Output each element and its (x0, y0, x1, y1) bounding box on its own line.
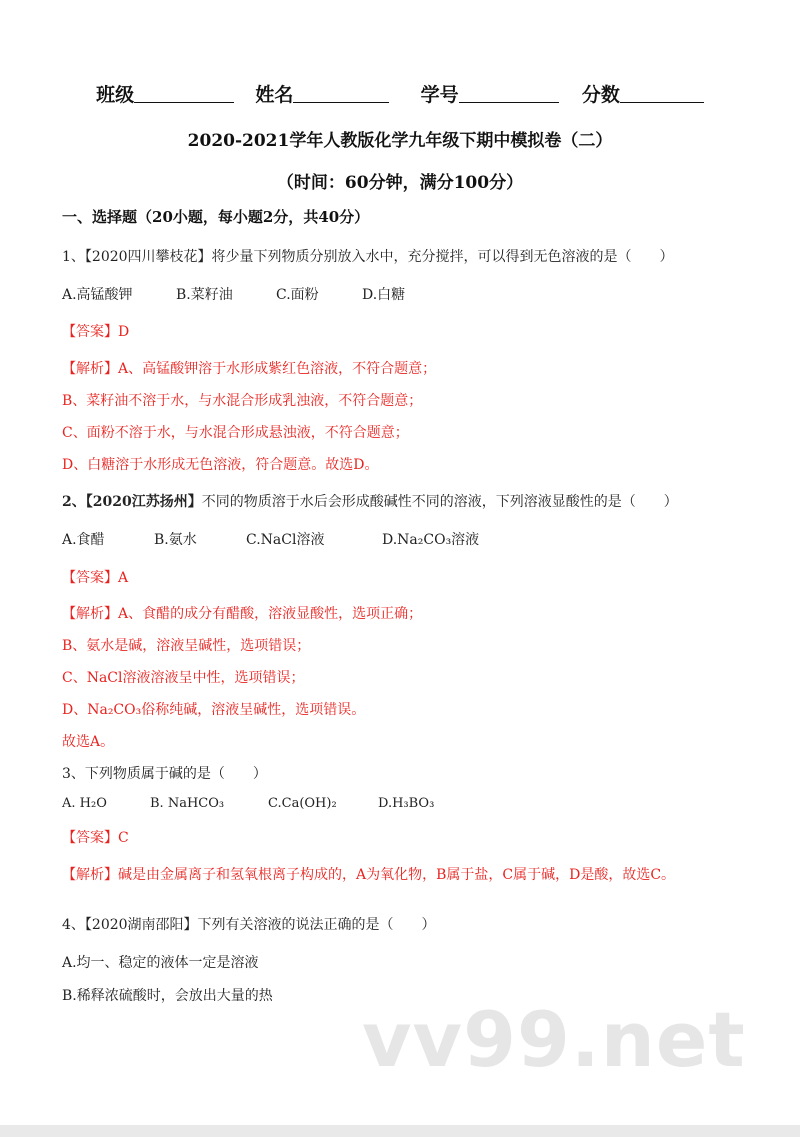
page-bottom-edge (0, 1125, 800, 1137)
section-heading: 一、选择题（20小题，每小题2分，共40分） (62, 208, 370, 226)
q1-option-d[interactable]: D.白糖 (362, 287, 406, 303)
q3-explain: 【解析】碱是由金属离子和氢氧根离子构成的，A为氧化物，B属于盐，C属于碱，D是酸，故选C。 (62, 867, 676, 883)
q4-option-a[interactable]: A.均一、稳定的液体一定是溶液 (62, 955, 259, 971)
q2-explain-line: B、氨水是碱，溶液呈碱性，选项错误； (62, 638, 311, 654)
q1-option-c[interactable]: C.面粉 (276, 287, 319, 303)
q3-option-a[interactable]: A. H₂O (62, 796, 107, 811)
question-2-stem (62, 491, 678, 511)
q2-explain-line: D、Na₂CO₃俗称纯碱，溶液呈碱性，选项错误。 (62, 702, 366, 718)
exam-title: 2020-2021学年人教版化学九年级下期中模拟卷（二） (187, 131, 613, 151)
question-2-options (62, 529, 479, 549)
q2-explain-line: 【解析】A、食醋的成分有醋酸，溶液显酸性，选项正确； (62, 606, 423, 622)
q3-answer: 【答案】C (62, 830, 129, 846)
score-blank[interactable] (620, 84, 704, 103)
q2-source-tag: 2、【2020江苏扬州】 (62, 494, 202, 510)
q2-explain-line: 故选A。 (62, 734, 115, 750)
q2-stem-text: 不同的物质溶于水后会形成酸碱性不同的溶液，下列溶液显酸性的是（ ） (201, 494, 678, 510)
q2-answer: 【答案】A (62, 570, 129, 586)
q1-answer: 【答案】D (62, 324, 130, 340)
q3-option-b[interactable]: B. NaHCO₃ (150, 796, 225, 811)
question-1-stem: 1、【2020四川攀枝花】将少量下列物质分别放入水中，充分搅拌，可以得到无色溶液的是（ ） (62, 249, 674, 265)
q2-option-d[interactable]: D.Na₂CO₃溶液 (382, 532, 480, 548)
name-blank[interactable] (293, 84, 389, 103)
q2-explain-line: C、NaCl溶液溶液呈中性，选项错误； (62, 670, 305, 686)
score-label: 分数 (581, 84, 620, 106)
q4-option-b[interactable]: B.稀释浓硫酸时，会放出大量的热 (62, 988, 273, 1004)
q1-explain-line: D、白糖溶于水形成无色溶液，符合题意。故选D。 (62, 457, 379, 473)
class-blank[interactable] (134, 84, 234, 103)
q2-option-c[interactable]: C.NaCl溶液 (246, 532, 325, 548)
q3-option-d[interactable]: D.H₃BO₃ (378, 796, 435, 811)
question-3-options (62, 796, 434, 811)
question-3-stem: 3、下列物质属于碱的是（ ） (62, 766, 267, 782)
q1-option-b[interactable]: B.菜籽油 (176, 287, 233, 303)
exam-subtitle: （时间：60分钟，满分100分） (276, 173, 524, 193)
q1-option-a[interactable]: A.高锰酸钾 (62, 287, 133, 303)
q3-option-c[interactable]: C.Ca(OH)₂ (268, 796, 337, 811)
q2-option-a[interactable]: A.食醋 (62, 532, 105, 548)
q2-option-b[interactable]: B.氨水 (154, 532, 197, 548)
name-label: 姓名 (255, 84, 294, 106)
watermark: vv99.net (362, 995, 746, 1084)
question-4-stem: 4、【2020湖南邵阳】下列有关溶液的说法正确的是（ ） (62, 917, 436, 933)
student-id-label: 学号 (420, 84, 459, 106)
q1-explain-line: 【解析】A、高锰酸钾溶于水形成紫红色溶液，不符合题意； (62, 361, 437, 377)
student-info-header (0, 80, 800, 107)
class-label: 班级 (96, 84, 135, 106)
question-1-options (62, 284, 405, 304)
q1-explain-line: B、菜籽油不溶于水，与水混合形成乳浊液，不符合题意； (62, 393, 423, 409)
student-id-blank[interactable] (459, 84, 559, 103)
q1-explain-line: C、面粉不溶于水，与水混合形成悬浊液，不符合题意； (62, 425, 409, 441)
